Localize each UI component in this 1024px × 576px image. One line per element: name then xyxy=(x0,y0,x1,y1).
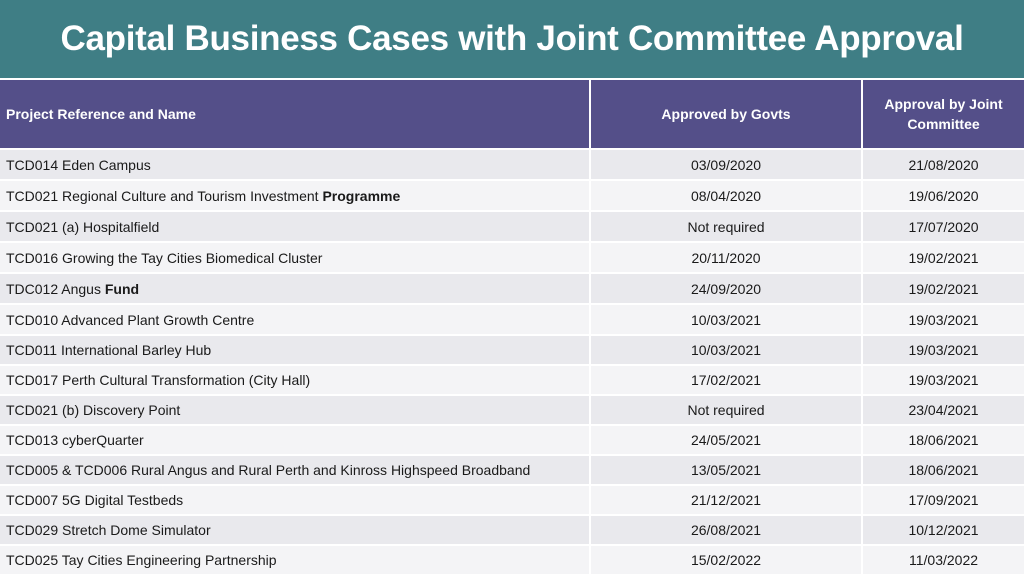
approval-joint-cell: 19/03/2021 xyxy=(863,305,1024,336)
approval-joint-cell: 23/04/2021 xyxy=(863,396,1024,426)
approval-joint-cell: 21/08/2020 xyxy=(863,150,1024,181)
project-cell xyxy=(0,336,591,366)
project-name: TCD007 5G Digital Testbeds xyxy=(6,492,184,508)
approval-joint-cell: 19/03/2021 xyxy=(863,336,1024,366)
approved-govts-cell: 13/05/2021 xyxy=(591,456,863,486)
table-row xyxy=(0,150,1024,181)
table-row xyxy=(0,181,1024,212)
approval-joint-cell: 17/07/2020 xyxy=(863,212,1024,243)
table-body xyxy=(0,150,1024,576)
table-row xyxy=(0,456,1024,486)
approved-govts-cell: Not required xyxy=(591,396,863,426)
project-cell xyxy=(0,546,591,576)
approved-govts-cell: 10/03/2021 xyxy=(591,336,863,366)
project-name: TCD005 & TCD006 Rural Angus and Rural Perth and Kinross Highspeed Broadband xyxy=(6,462,531,478)
approved-govts-cell: 26/08/2021 xyxy=(591,516,863,546)
project-name: TCD025 Tay Cities Engineering Partnership xyxy=(6,552,277,568)
table-row xyxy=(0,486,1024,516)
approval-joint-cell: 19/02/2021 xyxy=(863,243,1024,274)
approved-govts-cell: 15/02/2022 xyxy=(591,546,863,576)
project-cell xyxy=(0,274,591,305)
project-name: TCD029 Stretch Dome Simulator xyxy=(6,522,211,538)
table-row xyxy=(0,243,1024,274)
approved-govts-cell: 24/05/2021 xyxy=(591,426,863,456)
project-name: TCD013 cyberQuarter xyxy=(6,432,144,448)
project-cell xyxy=(0,212,591,243)
approved-govts-cell: Not required xyxy=(591,212,863,243)
project-cell xyxy=(0,243,591,274)
approved-govts-cell: 08/04/2020 xyxy=(591,181,863,212)
project-name: TCD016 Growing the Tay Cities Biomedical Cluster xyxy=(6,249,323,266)
project-name: TCD017 Perth Cultural Transformation (City Hall) xyxy=(6,372,311,388)
project-cell xyxy=(0,456,591,486)
approval-joint-cell: 19/06/2020 xyxy=(863,181,1024,212)
project-name: TCD021 Regional Culture and Tourism Investment xyxy=(6,187,323,204)
table-row xyxy=(0,546,1024,576)
table-row xyxy=(0,305,1024,336)
project-cell xyxy=(0,150,591,181)
table-row xyxy=(0,426,1024,456)
approvals-table xyxy=(0,80,1024,576)
header-row xyxy=(0,80,1024,150)
project-name: TCD010 Advanced Plant Growth Centre xyxy=(6,311,255,328)
project-cell xyxy=(0,426,591,456)
approval-joint-cell: 19/03/2021 xyxy=(863,366,1024,396)
approved-govts-cell: 10/03/2021 xyxy=(591,305,863,336)
page-title: Capital Business Cases with Joint Committee Approval xyxy=(60,19,964,58)
project-name: TCD021 (a) Hospitalfield xyxy=(6,218,160,235)
table-header xyxy=(0,80,1024,150)
approved-govts-cell: 17/02/2021 xyxy=(591,366,863,396)
project-name: TCD014 Eden Campus xyxy=(6,156,151,173)
project-name: TDC012 Angus xyxy=(6,280,105,297)
header-approved-govts: Approved by Govts xyxy=(591,80,863,150)
project-cell xyxy=(0,366,591,396)
approval-joint-cell: 19/02/2021 xyxy=(863,274,1024,305)
project-cell xyxy=(0,486,591,516)
table-row xyxy=(0,274,1024,305)
approved-govts-cell: 24/09/2020 xyxy=(591,274,863,305)
project-name-bold: Programme xyxy=(322,187,401,204)
table-row xyxy=(0,516,1024,546)
project-cell xyxy=(0,305,591,336)
approval-joint-cell: 17/09/2021 xyxy=(863,486,1024,516)
table-row xyxy=(0,366,1024,396)
project-cell xyxy=(0,181,591,212)
table-row xyxy=(0,212,1024,243)
approved-govts-cell: 03/09/2020 xyxy=(591,150,863,181)
header-project: Project Reference and Name xyxy=(0,80,591,150)
project-name: TCD021 (b) Discovery Point xyxy=(6,402,181,418)
project-name: TCD011 International Barley Hub xyxy=(6,342,212,358)
approval-joint-cell: 11/03/2022 xyxy=(863,546,1024,576)
approved-govts-cell: 20/11/2020 xyxy=(591,243,863,274)
approval-joint-cell: 18/06/2021 xyxy=(863,456,1024,486)
table-row xyxy=(0,336,1024,366)
project-name-bold: Fund xyxy=(104,280,140,297)
project-cell xyxy=(0,516,591,546)
approval-joint-cell: 18/06/2021 xyxy=(863,426,1024,456)
project-cell xyxy=(0,396,591,426)
title-bar xyxy=(0,0,1024,80)
table-row xyxy=(0,396,1024,426)
approved-govts-cell: 21/12/2021 xyxy=(591,486,863,516)
header-approval-joint: Approval by Joint Committee xyxy=(863,80,1024,150)
approval-joint-cell: 10/12/2021 xyxy=(863,516,1024,546)
